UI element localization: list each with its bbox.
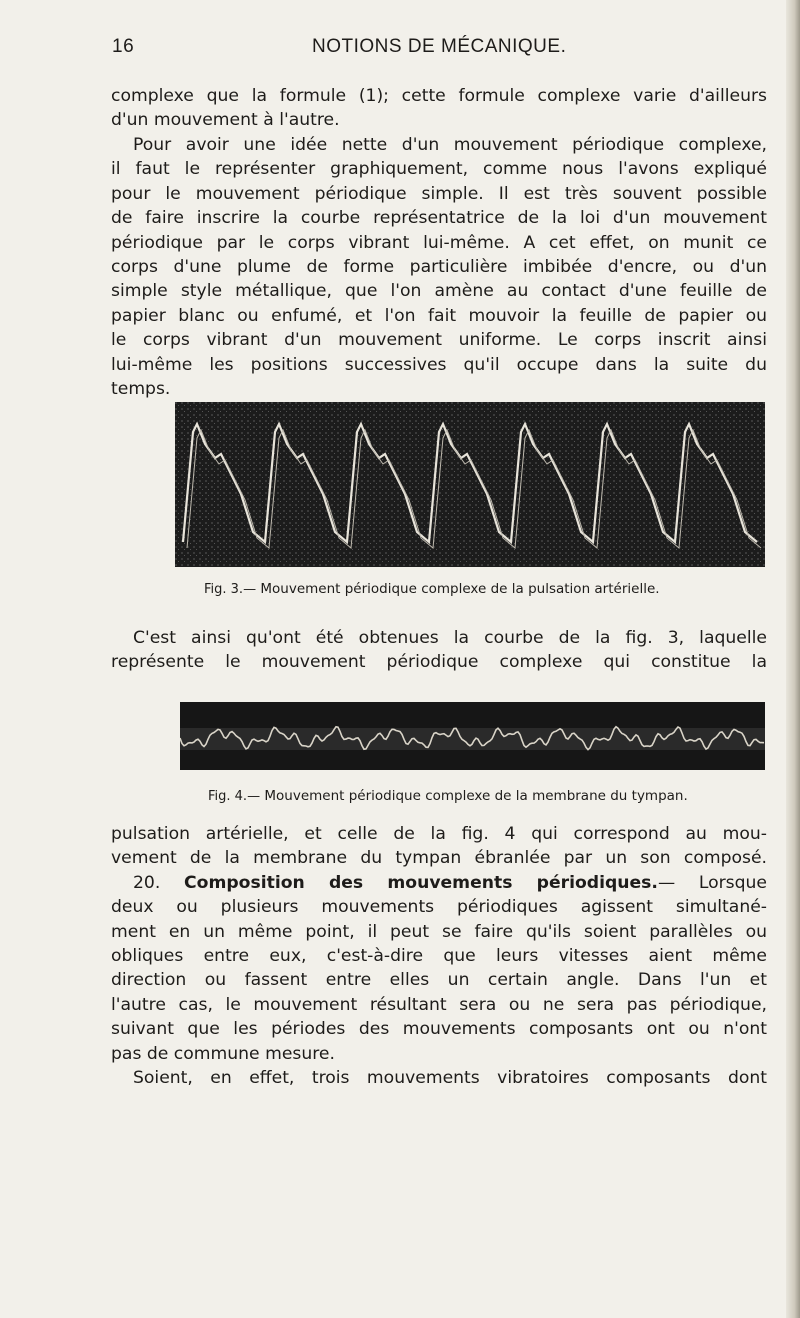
text-line: il faut le représenter graphiquement, comme nous l'avons expliqué xyxy=(111,159,767,180)
section-number: 20. xyxy=(133,872,161,893)
text-line: simple style métallique, que l'on amène au contact d'une feuille de xyxy=(111,281,767,302)
text-line: d'un mouvement à l'autre. xyxy=(111,110,340,131)
text-line: pour le mouvement périodique simple. Il est très souvent possible xyxy=(111,183,767,204)
text-line: complexe que la formule (1); cette formule complexe varie d'ailleurs xyxy=(111,86,767,106)
smoked-paper-band xyxy=(175,402,765,567)
figure-4-caption xyxy=(208,788,688,804)
text-line: représente le mouvement périodique complexe qui constitue la xyxy=(111,652,767,673)
text-line: le corps vibrant d'un mouvement uniforme. Le corps inscrit ainsi xyxy=(111,330,767,351)
text-line: ment en un même point, il peut se faire qu'ils soient parallèles ou xyxy=(111,921,767,942)
text-line: de faire inscrire la courbe représentatrice de la loi d'un mouvement xyxy=(111,208,767,229)
paragraph-2 xyxy=(111,133,767,401)
paragraph-4 xyxy=(111,822,767,1090)
text-line: lui-même les positions successives qu'il occupe dans la suite du xyxy=(111,354,767,375)
text-line: obliques entre eux, c'est-à-dire que leurs vitesses aient même xyxy=(111,946,767,967)
text-line: temps. xyxy=(111,379,171,400)
figure-3-caption-text: Mouvement périodique complexe de la pulsation artérielle. xyxy=(260,581,660,597)
text-line: C'est ainsi qu'ont été obtenues la courbe de la fig. 3, laquelle xyxy=(133,628,767,648)
page-edge xyxy=(786,0,800,1318)
text-line: Pour avoir une idée nette d'un mouvement périodique complexe, xyxy=(133,135,767,155)
section-lead: — Lorsque xyxy=(657,872,768,893)
text-line: l'autre cas, le mouvement résultant sera ou ne sera pas périodique, xyxy=(111,994,767,1015)
page-number: 16 xyxy=(112,36,135,57)
figure-3-caption xyxy=(204,581,660,597)
figure-4-caption-text: Mouvement périodique complexe de la membrane du tympan. xyxy=(264,788,688,804)
figure-3-pulse-tracing xyxy=(175,402,765,567)
text-line: Soient, en effet, trois mouvements vibratoires composants dont xyxy=(133,1068,767,1089)
text-line: suivant que les périodes des mouvements composants ont ou n'ont xyxy=(111,1019,767,1040)
paragraph-1 xyxy=(111,84,767,133)
section-heading: Composition des mouvements périodiques. xyxy=(184,872,658,893)
text-line: direction ou fassent entre elles un certain angle. Dans l'un et xyxy=(111,970,767,991)
text-line: papier blanc ou enfumé, et l'on fait mouvoir la feuille de papier ou xyxy=(111,305,767,326)
running-header xyxy=(112,36,772,66)
running-title: NOTIONS DE MÉCANIQUE. xyxy=(312,36,567,57)
figure-4-tympan-tracing xyxy=(180,702,765,770)
figure-3-label: Fig. 3.— xyxy=(204,582,257,597)
text-line: périodique par le corps vibrant lui-même. A cet effet, on munit ce xyxy=(111,232,767,253)
text-line: deux ou plusieurs mouvements périodiques agissent simultané- xyxy=(111,897,767,918)
text-line: corps d'une plume de forme particulière imbibée d'encre, ou d'un xyxy=(111,257,767,278)
text-line: vement de la membrane du tympan ébranlée par un son composé. xyxy=(111,848,767,869)
text-line: pulsation artérielle, et celle de la fig. 4 qui correspond au mou- xyxy=(111,824,767,844)
figure-4-label: Fig. 4.— xyxy=(208,789,261,804)
text-line: pas de commune mesure. xyxy=(111,1043,335,1064)
paragraph-3 xyxy=(111,626,767,675)
section-20-heading-line xyxy=(111,871,767,895)
